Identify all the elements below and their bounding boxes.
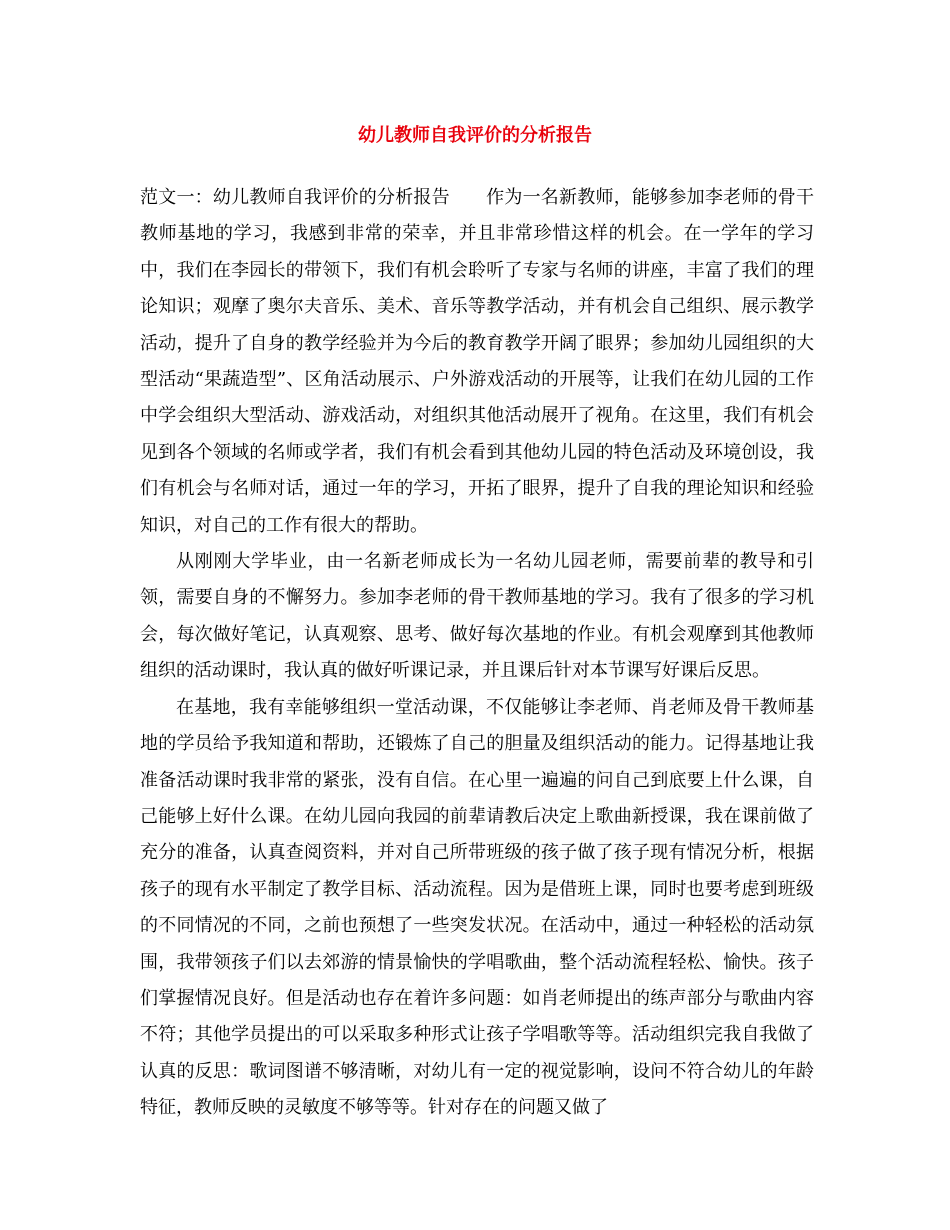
- intro-label: 范文一：幼儿教师自我评价的分析报告: [140, 187, 450, 208]
- paragraph-3: 在基地，我有幸能够组织一堂活动课，不仅能够让李老师、肖老师及骨干教师基地的学员给予我知道和帮助，还锻炼了自己的胆量及组织活动的能力。记得基地让我准备活动课时我非常的紧张，没有自信。在心里一遍遍的问自己到底要上什么课，自己能够上好什么课。在幼儿园向我园的前辈请教后决定上歌曲新授课，我在课前做了充分的准备，认真查阅资料，并对自己所带班级的孩子做了孩子现有情况分析，根据孩子的现有水平制定了教学目标、活动流程。因为是借班上课，同时也要考虑到班级的不同情况的不同，之前也预想了一些突发状况。在活动中，通过一种轻松的活动氛围，我带领孩子们以去郊游的情景愉快的学唱歌曲，整个活动流程轻松、愉快。孩子们掌握情况良好。但是活动也存在着许多问题：如肖老师提出的练声部分与歌曲内容不符；其他学员提出的可以采取多种形式让孩子学唱歌等等。活动组织完我自我做了认真的反思：歌词图谱不够清晰，对幼儿有一定的视觉影响，设问不符合幼儿的年龄特征，教师反映的灵敏度不够等等。针对存在的问题又做了: [140, 696, 814, 1119]
- document-title: 幼儿教师自我评价的分析报告: [358, 125, 592, 146]
- paragraph-2: 从刚刚大学毕业，由一名新老师成长为一名幼儿园老师，需要前辈的教导和引领，需要自身的不懈努力。参加李老师的骨干教师基地的学习。我有了很多的学习机会，每次做好笔记，认真观察、思考、做好每次基地的作业。有机会观摩到其他教师组织的活动课时，我认真的做好听课记录，并且课后针对本节课写好课后反思。: [140, 551, 814, 682]
- document-body: [140, 180, 814, 1127]
- paragraph-1: [140, 180, 814, 544]
- paragraph-1-text: 作为一名新教师，能够参加李老师的骨干教师基地的学习，我感到非常的荣幸，并且非常珍惜这样的机会。在一学年的学习中，我们在李园长的带领下，我们有机会聆听了专家与名师的讲座，丰富了我们的理论知识；观摩了奥尔夫音乐、美术、音乐等教学活动，并有机会自己组织、展示教学活动，提升了自身的教学经验并为今后的教育教学开阔了眼界；参加幼儿园组织的大型活动“果蔬造型”、区角活动展示、户外游戏活动的开展等，让我们在幼儿园的工作中学会组织大型活动、游戏活动，对组织其他活动展开了视角。在这里，我们有机会见到各个领域的名师或学者，我们有机会看到其他幼儿园的特色活动及环境创设，我们有机会与名师对话，通过一年的学习，开拓了眼界，提升了自我的理论知识和经验知识，对自己的工作有很大的帮助。: [140, 187, 815, 536]
